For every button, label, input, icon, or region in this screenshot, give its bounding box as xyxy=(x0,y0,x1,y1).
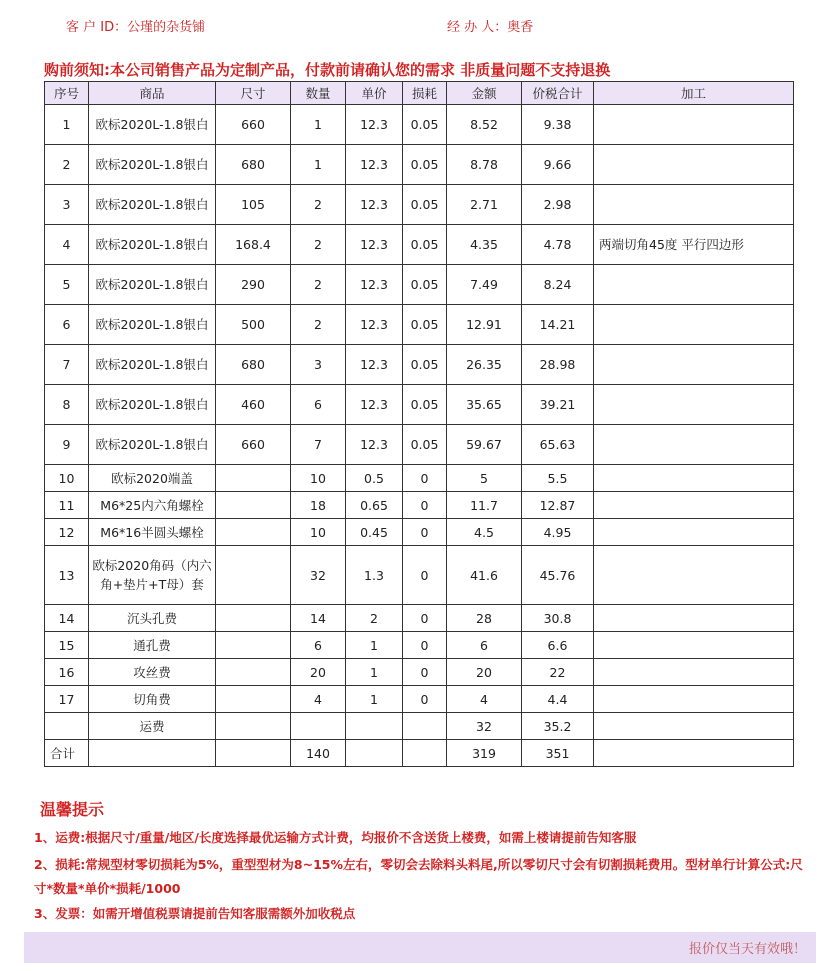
cell-process xyxy=(594,105,794,145)
cell-amount: 4.5 xyxy=(447,519,522,546)
cell-size: 680 xyxy=(216,145,291,185)
tip-loss: 2、损耗:常规型材零切损耗为5%，重型型材为8~15%左右，零切会去除料头料尾,所以零切尺寸会有切割损耗费用。型材单行计算公式:尺寸*数量*单价*损耗/1000 xyxy=(34,857,803,896)
cell-price xyxy=(346,713,403,740)
cell-amount: 20 xyxy=(447,659,522,686)
col-header-amount: 金额 xyxy=(447,82,522,105)
cell-price: 12.3 xyxy=(346,225,403,265)
summary-amount: 319 xyxy=(447,740,522,767)
cell-process xyxy=(594,385,794,425)
cell-size xyxy=(216,632,291,659)
cell-amount: 4 xyxy=(447,686,522,713)
cell-size: 290 xyxy=(216,265,291,305)
tips-title: 温馨提示 xyxy=(40,800,105,819)
cell-total: 8.24 xyxy=(522,265,594,305)
cell-qty: 20 xyxy=(291,659,346,686)
cell-qty: 6 xyxy=(291,385,346,425)
cell-qty: 10 xyxy=(291,519,346,546)
summary-label: 合计 xyxy=(45,740,89,767)
cell-loss: 0.05 xyxy=(403,105,447,145)
cell-process xyxy=(594,632,794,659)
cell-process xyxy=(594,686,794,713)
cell-loss: 0.05 xyxy=(403,345,447,385)
summary-product xyxy=(89,740,216,767)
cell-amount: 8.78 xyxy=(447,145,522,185)
cell-price: 12.3 xyxy=(346,145,403,185)
table-row xyxy=(45,185,794,225)
cell-no: 8 xyxy=(45,385,89,425)
cell-amount: 12.91 xyxy=(447,305,522,345)
cell-price: 12.3 xyxy=(346,385,403,425)
cell-price: 0.45 xyxy=(346,519,403,546)
cell-price: 12.3 xyxy=(346,345,403,385)
col-header-no: 序号 xyxy=(45,82,89,105)
cell-total: 6.6 xyxy=(522,632,594,659)
footer-bar xyxy=(24,932,816,963)
cell-no: 4 xyxy=(45,225,89,265)
table-row xyxy=(45,659,794,686)
cell-qty: 2 xyxy=(291,265,346,305)
cell-total: 14.21 xyxy=(522,305,594,345)
col-header-loss: 损耗 xyxy=(403,82,447,105)
cell-process xyxy=(594,185,794,225)
cell-total: 22 xyxy=(522,659,594,686)
cell-loss: 0.05 xyxy=(403,145,447,185)
agent-name: 经 办 人：奥香 xyxy=(447,20,534,35)
cell-qty: 32 xyxy=(291,546,346,605)
cell-product: 欧标2020端盖 xyxy=(89,465,216,492)
cell-product: 切角费 xyxy=(89,686,216,713)
cell-process xyxy=(594,492,794,519)
cell-size xyxy=(216,519,291,546)
cell-price: 1 xyxy=(346,632,403,659)
cell-amount: 59.67 xyxy=(447,425,522,465)
cell-total: 4.95 xyxy=(522,519,594,546)
table-row xyxy=(45,345,794,385)
cell-price: 0.5 xyxy=(346,465,403,492)
table-row xyxy=(45,546,794,605)
customer-id: 客 户 ID：公瑾的杂货铺 xyxy=(66,20,206,35)
cell-qty: 10 xyxy=(291,465,346,492)
cell-product: 运费 xyxy=(89,713,216,740)
cell-qty: 2 xyxy=(291,305,346,345)
cell-no: 3 xyxy=(45,185,89,225)
cell-no: 15 xyxy=(45,632,89,659)
cell-total: 5.5 xyxy=(522,465,594,492)
summary-row xyxy=(45,740,794,767)
cell-loss: 0 xyxy=(403,605,447,632)
cell-total: 9.38 xyxy=(522,105,594,145)
summary-size xyxy=(216,740,291,767)
table-row xyxy=(45,686,794,713)
table-row xyxy=(45,519,794,546)
cell-size xyxy=(216,713,291,740)
cell-no: 17 xyxy=(45,686,89,713)
quote-table xyxy=(44,81,794,767)
cell-amount: 41.6 xyxy=(447,546,522,605)
cell-price: 1.3 xyxy=(346,546,403,605)
cell-process: 两端切角45度 平行四边形 xyxy=(594,225,794,265)
cell-product: 欧标2020角码（内六角+垫片+T母）套 xyxy=(89,546,216,605)
cell-no: 2 xyxy=(45,145,89,185)
cell-process xyxy=(594,519,794,546)
cell-product: 欧标2020L-1.8银白 xyxy=(89,105,216,145)
cell-price: 12.3 xyxy=(346,185,403,225)
cell-qty: 1 xyxy=(291,105,346,145)
cell-product: 欧标2020L-1.8银白 xyxy=(89,385,216,425)
cell-qty: 6 xyxy=(291,632,346,659)
table-row xyxy=(45,465,794,492)
purchase-notice: 购前须知:本公司销售产品为定制产品，付款前请确认您的需求 非质量问题不支持退换 xyxy=(44,61,611,79)
table-row xyxy=(45,605,794,632)
table-row xyxy=(45,145,794,185)
cell-amount: 6 xyxy=(447,632,522,659)
cell-product: 欧标2020L-1.8银白 xyxy=(89,305,216,345)
cell-total: 35.2 xyxy=(522,713,594,740)
cell-no: 11 xyxy=(45,492,89,519)
cell-loss: 0 xyxy=(403,659,447,686)
cell-total: 30.8 xyxy=(522,605,594,632)
cell-no xyxy=(45,713,89,740)
cell-loss: 0.05 xyxy=(403,425,447,465)
cell-qty: 2 xyxy=(291,185,346,225)
cell-size xyxy=(216,605,291,632)
cell-process xyxy=(594,713,794,740)
cell-size xyxy=(216,492,291,519)
cell-product: 沉头孔费 xyxy=(89,605,216,632)
validity-note: 报价仅当天有效哦！ xyxy=(688,942,806,957)
cell-amount: 35.65 xyxy=(447,385,522,425)
cell-amount: 5 xyxy=(447,465,522,492)
cell-total: 39.21 xyxy=(522,385,594,425)
table-header-row xyxy=(45,82,794,105)
cell-size: 105 xyxy=(216,185,291,225)
cell-product: M6*25内六角螺栓 xyxy=(89,492,216,519)
cell-qty xyxy=(291,713,346,740)
col-header-size: 尺寸 xyxy=(216,82,291,105)
cell-product: 攻丝费 xyxy=(89,659,216,686)
cell-loss: 0 xyxy=(403,632,447,659)
tip-invoice: 3、发票：如需开增值税票请提前告知客服需额外加收税点 xyxy=(34,906,356,921)
col-header-product: 商品 xyxy=(89,82,216,105)
cell-qty: 7 xyxy=(291,425,346,465)
table-row xyxy=(45,385,794,425)
cell-loss xyxy=(403,713,447,740)
cell-total: 65.63 xyxy=(522,425,594,465)
cell-total: 4.78 xyxy=(522,225,594,265)
cell-total: 28.98 xyxy=(522,345,594,385)
cell-size: 460 xyxy=(216,385,291,425)
cell-amount: 2.71 xyxy=(447,185,522,225)
cell-size: 660 xyxy=(216,425,291,465)
cell-process xyxy=(594,145,794,185)
cell-total: 9.66 xyxy=(522,145,594,185)
table-row xyxy=(45,713,794,740)
cell-no: 9 xyxy=(45,425,89,465)
cell-product: M6*16半圆头螺栓 xyxy=(89,519,216,546)
cell-process xyxy=(594,265,794,305)
col-header-process: 加工 xyxy=(594,82,794,105)
table-row xyxy=(45,425,794,465)
cell-size: 500 xyxy=(216,305,291,345)
quote-header xyxy=(0,14,826,36)
summary-qty: 140 xyxy=(291,740,346,767)
cell-product: 通孔费 xyxy=(89,632,216,659)
cell-loss: 0 xyxy=(403,492,447,519)
cell-loss: 0 xyxy=(403,519,447,546)
summary-price xyxy=(346,740,403,767)
cell-no: 13 xyxy=(45,546,89,605)
cell-amount: 11.7 xyxy=(447,492,522,519)
cell-price: 12.3 xyxy=(346,265,403,305)
cell-price: 12.3 xyxy=(346,305,403,345)
col-header-price: 单价 xyxy=(346,82,403,105)
cell-total: 2.98 xyxy=(522,185,594,225)
cell-process xyxy=(594,465,794,492)
cell-process xyxy=(594,605,794,632)
cell-no: 12 xyxy=(45,519,89,546)
cell-process xyxy=(594,546,794,605)
cell-loss: 0 xyxy=(403,465,447,492)
cell-price: 2 xyxy=(346,605,403,632)
cell-loss: 0 xyxy=(403,546,447,605)
table-row xyxy=(45,305,794,345)
cell-price: 1 xyxy=(346,686,403,713)
cell-no: 14 xyxy=(45,605,89,632)
cell-product: 欧标2020L-1.8银白 xyxy=(89,345,216,385)
cell-product: 欧标2020L-1.8银白 xyxy=(89,185,216,225)
cell-no: 6 xyxy=(45,305,89,345)
cell-price: 1 xyxy=(346,659,403,686)
table-row xyxy=(45,492,794,519)
cell-qty: 4 xyxy=(291,686,346,713)
cell-total: 45.76 xyxy=(522,546,594,605)
tip-shipping: 1、运费:根据尺寸/重量/地区/长度选择最优运输方式计费，均报价不含送货上楼费，如需上楼请提前告知客服 xyxy=(34,830,637,845)
cell-product: 欧标2020L-1.8银白 xyxy=(89,425,216,465)
cell-price: 12.3 xyxy=(346,105,403,145)
cell-qty: 3 xyxy=(291,345,346,385)
cell-amount: 32 xyxy=(447,713,522,740)
summary-process xyxy=(594,740,794,767)
cell-price: 12.3 xyxy=(346,425,403,465)
summary-loss xyxy=(403,740,447,767)
summary-total: 351 xyxy=(522,740,594,767)
table-row xyxy=(45,265,794,305)
cell-no: 10 xyxy=(45,465,89,492)
cell-size xyxy=(216,686,291,713)
cell-loss: 0.05 xyxy=(403,225,447,265)
cell-product: 欧标2020L-1.8银白 xyxy=(89,265,216,305)
cell-amount: 7.49 xyxy=(447,265,522,305)
cell-process xyxy=(594,305,794,345)
cell-amount: 8.52 xyxy=(447,105,522,145)
table-row xyxy=(45,632,794,659)
cell-total: 4.4 xyxy=(522,686,594,713)
table-row xyxy=(45,225,794,265)
col-header-total: 价税合计 xyxy=(522,82,594,105)
cell-process xyxy=(594,345,794,385)
col-header-qty: 数量 xyxy=(291,82,346,105)
cell-loss: 0 xyxy=(403,686,447,713)
cell-no: 7 xyxy=(45,345,89,385)
cell-size xyxy=(216,659,291,686)
cell-qty: 18 xyxy=(291,492,346,519)
cell-amount: 26.35 xyxy=(447,345,522,385)
cell-qty: 2 xyxy=(291,225,346,265)
cell-loss: 0.05 xyxy=(403,305,447,345)
cell-qty: 1 xyxy=(291,145,346,185)
cell-qty: 14 xyxy=(291,605,346,632)
cell-size xyxy=(216,546,291,605)
cell-process xyxy=(594,659,794,686)
cell-amount: 28 xyxy=(447,605,522,632)
cell-no: 1 xyxy=(45,105,89,145)
cell-total: 12.87 xyxy=(522,492,594,519)
cell-size: 660 xyxy=(216,105,291,145)
cell-amount: 4.35 xyxy=(447,225,522,265)
cell-size xyxy=(216,465,291,492)
cell-loss: 0.05 xyxy=(403,385,447,425)
cell-product: 欧标2020L-1.8银白 xyxy=(89,225,216,265)
cell-product: 欧标2020L-1.8银白 xyxy=(89,145,216,185)
cell-price: 0.65 xyxy=(346,492,403,519)
cell-process xyxy=(594,425,794,465)
cell-loss: 0.05 xyxy=(403,185,447,225)
cell-size: 168.4 xyxy=(216,225,291,265)
cell-size: 680 xyxy=(216,345,291,385)
table-row xyxy=(45,105,794,145)
cell-loss: 0.05 xyxy=(403,265,447,305)
cell-no: 5 xyxy=(45,265,89,305)
cell-no: 16 xyxy=(45,659,89,686)
